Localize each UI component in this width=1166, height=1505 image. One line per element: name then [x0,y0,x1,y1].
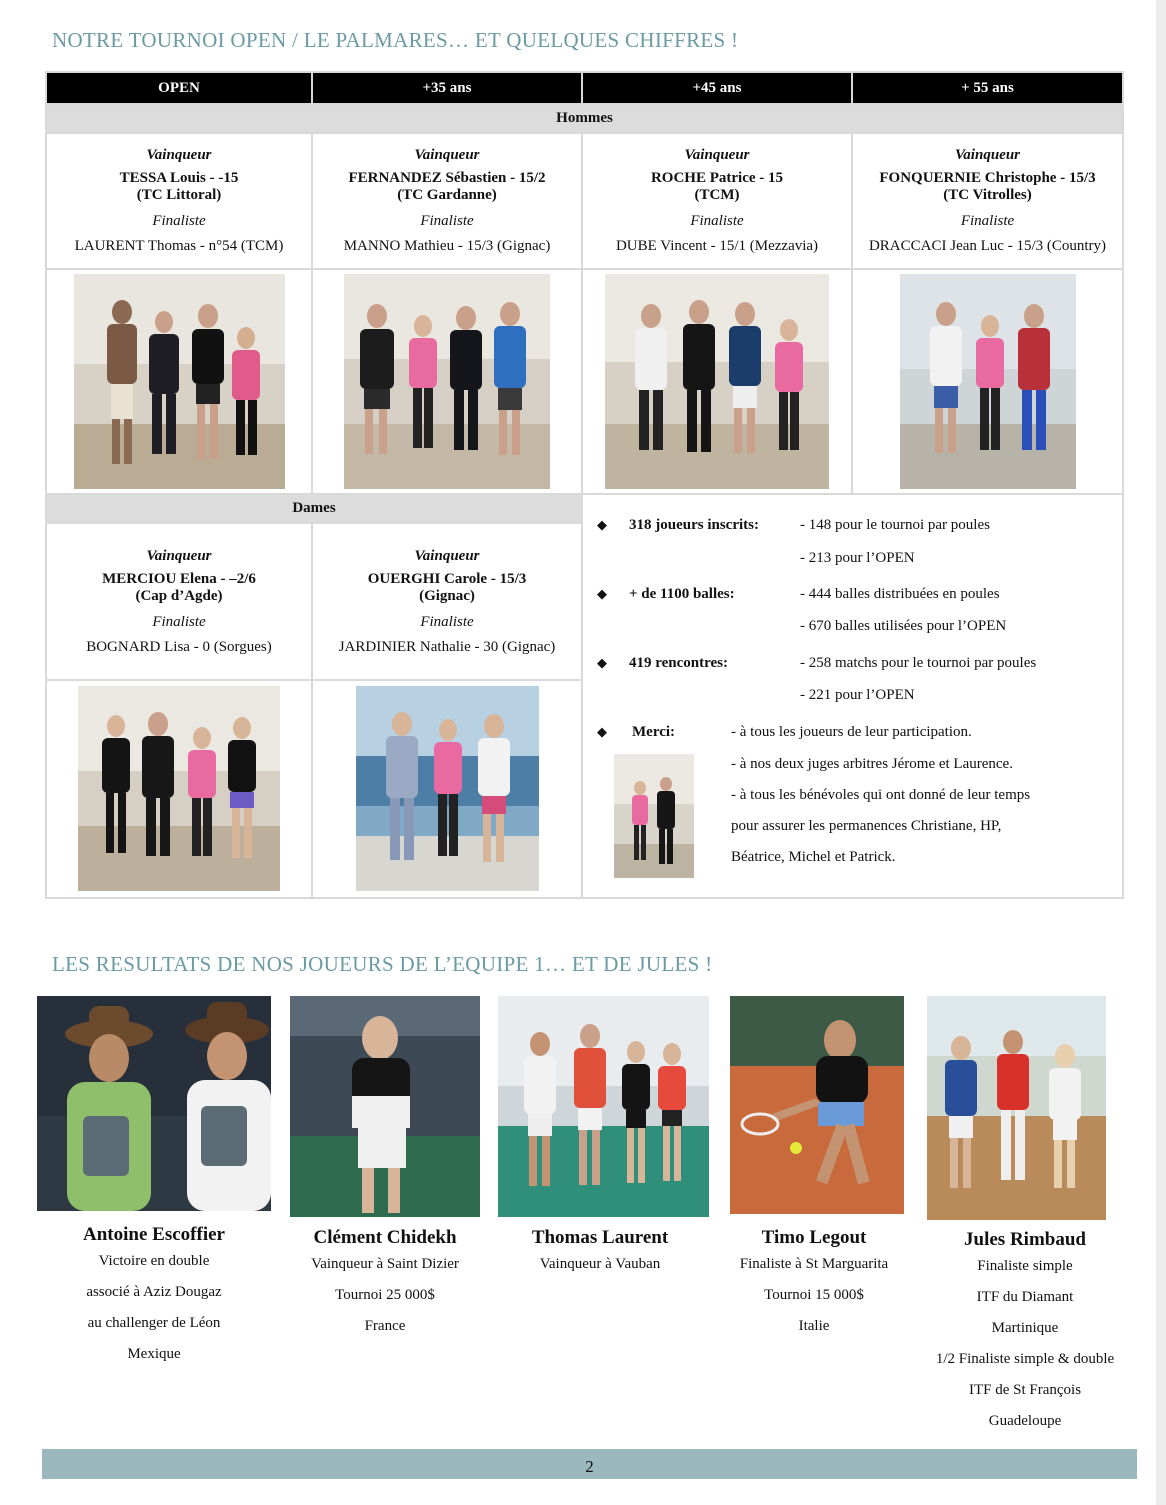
photo-hommes-55 [900,274,1076,489]
finalist-name: LAURENT Thomas - n°54 (TCM) [74,238,284,254]
entry-hommes-55 [852,133,1123,269]
diamond-bullet-icon: ◆ [597,586,607,601]
band-dames: Dames [46,494,582,523]
finalist-name: JARDINIER Nathalie - 30 (Gignac) [338,638,556,655]
stat-line: - 148 pour le tournoi par poules [800,517,990,533]
stat-line: - 213 pour l’OPEN [800,550,915,566]
stat-line: - 444 balles distribuées en poules [800,586,1000,602]
category-35: +35 ans [312,72,582,104]
thanks-line: - à nos deux juges arbitres Jérome et Laurence. [731,756,1013,772]
stat-label: 419 rencontres: [629,655,729,671]
stat-line: - 221 pour l’OPEN [800,687,915,703]
winner-label: Vainqueur [414,547,480,564]
winner-name: FERNANDEZ Sébastien - 15/2 [348,170,546,186]
player-result-line: France [364,1318,406,1334]
diamond-bullet-icon: ◆ [597,517,607,532]
stat-label: Merci: [632,724,676,740]
photo-clement-chidekh [290,996,480,1217]
page-footer [42,1449,1137,1479]
results-table [45,71,1124,899]
entry-dames-open [46,523,312,679]
winner-club: (TCM) [694,187,740,203]
player-result-line: Victoire en double [98,1253,210,1269]
band-hommes: Hommes [46,104,1123,133]
player-result-line: au challenger de Léon [87,1315,221,1331]
thanks-line: - à tous les joueurs de leur participation. [731,724,972,740]
page-number: 2 [585,1457,594,1476]
winner-name: MERCIOU Elena - –2/6 [102,570,256,587]
stat-label: 318 joueurs inscrits: [629,517,759,533]
photo-hommes-35 [344,274,550,489]
page-edge [1156,0,1166,1505]
player-card-rimbaud [920,1217,1130,1437]
category-45: +45 ans [582,72,852,104]
finalist-name: DUBE Vincent - 15/1 (Mezzavia) [615,238,819,254]
finalist-label: Finaliste [152,613,206,630]
player-result-line: Guadeloupe [988,1413,1062,1429]
photo-hommes-open [74,274,285,489]
finalist-label: Finaliste [420,213,474,229]
winner-name: FONQUERNIE Christophe - 15/3 [879,170,1096,186]
stat-line: - 258 matchs pour le tournoi par poules [800,655,1037,671]
photo-dames-35 [356,686,539,891]
player-result-line: Martinique [991,1320,1059,1336]
player-result-line: Tournoi 25 000$ [335,1287,435,1303]
winner-name: ROCHE Patrice - 15 [650,170,784,186]
winner-label: Vainqueur [146,147,212,163]
finalist-label: Finaliste [152,213,206,229]
winner-club: (TC Gardanne) [397,187,497,203]
thanks-line: Béatrice, Michel et Patrick. [731,849,896,865]
player-result-line: Finaliste simple [977,1258,1073,1274]
entry-hommes-45 [582,133,852,269]
winner-label: Vainqueur [146,547,212,564]
player-result-line: associé à Aziz Dougaz [86,1284,222,1300]
entry-hommes-open [46,133,312,269]
photo-hommes-45 [605,274,829,489]
stat-line: - 670 balles utilisées pour l’OPEN [800,618,1007,634]
winner-club: (Cap d’Agde) [135,587,223,604]
player-result-line: Italie [798,1318,830,1334]
player-card-laurent [498,1215,702,1280]
finalist-label: Finaliste [690,213,744,229]
diamond-bullet-icon: ◆ [597,724,607,739]
player-card-escoffier [37,1212,271,1370]
winner-name: TESSA Louis - -15 [119,170,239,186]
hommes-entries-row [46,133,1123,269]
player-name: Clément Chidekh [313,1227,457,1248]
category-open: OPEN [46,72,312,104]
player-result-line: Mexique [127,1346,181,1362]
player-card-chidekh [280,1215,490,1342]
category-55: + 55 ans [852,72,1123,104]
hommes-photos-row [46,269,1123,494]
stats-panel [582,494,1123,898]
winner-name: OUERGHI Carole - 15/3 [367,570,527,587]
player-result-line: Vainqueur à Saint Dizier [311,1256,459,1272]
photo-jules-rimbaud [927,996,1106,1220]
player-result-line: ITF du Diamant [976,1289,1074,1305]
player-result-line: Finaliste à St Marguarita [739,1256,889,1272]
winner-club: (Gignac) [419,587,475,604]
player-name: Antoine Escoffier [83,1224,225,1245]
photo-thomas-laurent [498,996,709,1217]
winner-label: Vainqueur [954,147,1021,163]
stat-label: + de 1100 balles: [629,586,735,602]
photo-timo-legout [730,996,904,1214]
finalist-name: DRACCACI Jean Luc - 15/3 (Country) [868,238,1107,254]
photo-referees [614,754,694,878]
player-name: Timo Legout [761,1227,867,1248]
finalist-label: Finaliste [420,613,474,630]
player-result-line: Vainqueur à Vauban [539,1256,661,1272]
thanks-line: pour assurer les permanences Christiane, HP, [731,818,1002,834]
winner-club: (TC Vitrolles) [943,187,1032,203]
photo-dames-open [78,686,280,891]
player-result-line: 1/2 Finaliste simple & double [935,1351,1115,1367]
player-card-legout [718,1215,910,1342]
finalist-name: BOGNARD Lisa - 0 (Sorgues) [86,638,272,655]
category-header-row [46,72,1123,104]
section-title-tournament: NOTRE TOURNOI OPEN / LE PALMARES… ET QUELQUES CHIFFRES ! [52,28,739,52]
finalist-label: Finaliste [960,213,1015,229]
player-name: Thomas Laurent [531,1227,669,1248]
player-result-line: ITF de St François [968,1382,1082,1398]
winner-label: Vainqueur [684,147,750,163]
winner-label: Vainqueur [414,147,480,163]
entry-dames-35 [312,523,582,679]
section-title-team: LES RESULTATS DE NOS JOUEURS DE L’EQUIPE 1… ET DE JULES ! [52,952,713,976]
player-result-line: Tournoi 15 000$ [764,1287,864,1303]
player-name: Jules Rimbaud [964,1229,1086,1250]
winner-club: (TC Littoral) [136,187,222,203]
finalist-name: MANNO Mathieu - 15/3 (Gignac) [343,238,551,254]
photo-antoine-escoffier [37,996,271,1211]
diamond-bullet-icon: ◆ [597,655,607,670]
thanks-line: - à tous les bénévoles qui ont donné de leur temps [731,787,1031,803]
entry-hommes-35 [312,133,582,269]
